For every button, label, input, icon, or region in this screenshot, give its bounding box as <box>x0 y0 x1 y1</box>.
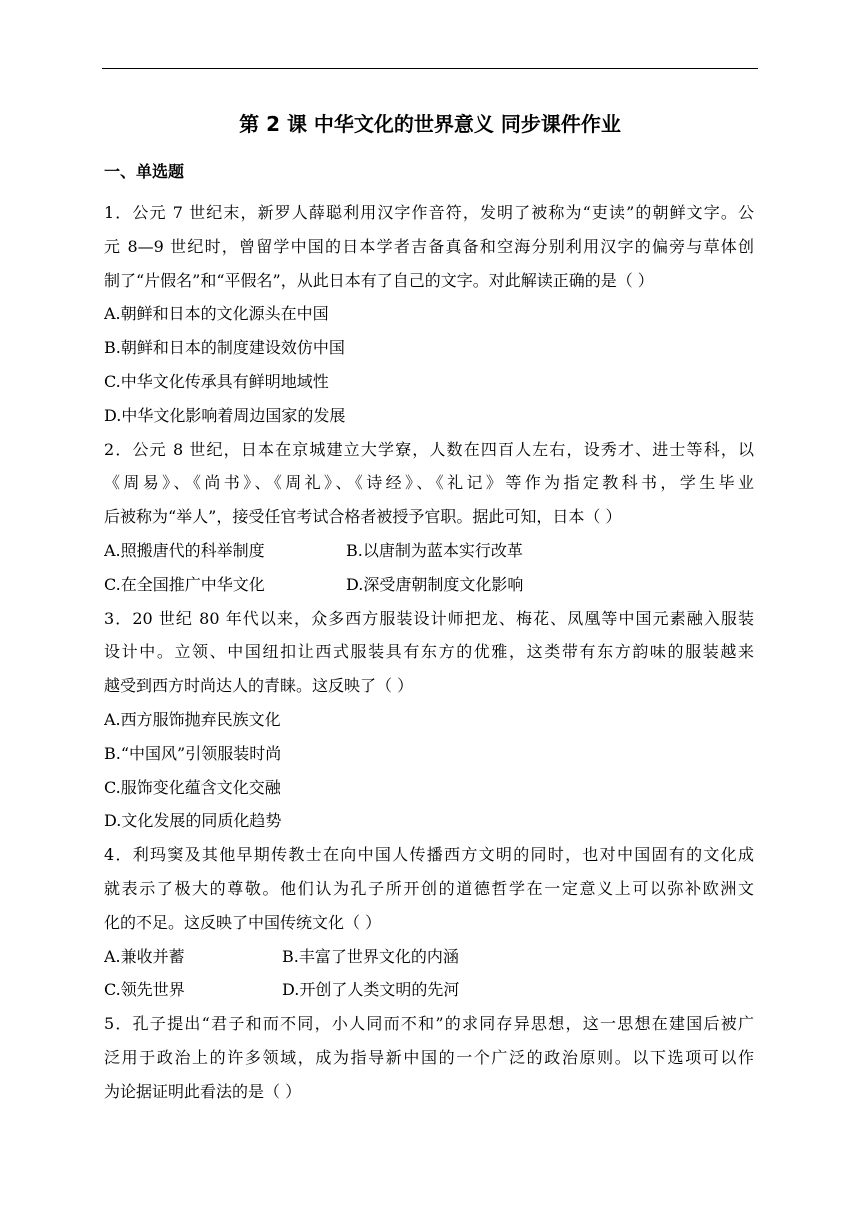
question-stem-line: 制了“片假名”和“平假名”，从此日本有了自己的文字。对此解读正确的是（ ） <box>104 270 654 290</box>
question-stem-line: 4．利玛窦及其他早期传教士在向中国人传播西方文明的同时，也对中国固有的文化成 <box>104 845 754 865</box>
question-4 <box>104 838 754 1007</box>
answer-option-c[interactable]: C.在全国推广中华文化 <box>104 574 265 594</box>
section-heading: 一、单选题 <box>104 162 185 181</box>
answer-option-d[interactable]: D.中华文化影响着周边国家的发展 <box>104 405 346 425</box>
answer-option-a[interactable]: A.照搬唐代的科举制度 <box>104 540 265 560</box>
answer-option-b[interactable]: B.“中国风”引领服装时尚 <box>104 743 282 763</box>
question-list <box>104 196 754 1109</box>
option-row <box>104 973 754 1007</box>
answer-option-c[interactable]: C.中华文化传承具有鲜明地域性 <box>104 371 329 391</box>
question-stem-line: 越受到西方时尚达人的青睐。这反映了（ ） <box>104 676 414 696</box>
answer-option-c[interactable]: C.服饰变化蕴含文化交融 <box>104 777 281 797</box>
answer-option-a[interactable]: A.兼收并蓄 <box>104 946 185 966</box>
question-stem-line: 1．公元 7 世纪末，新罗人薛聪利用汉字作音符，发明了被称为“吏读”的朝鲜文字。公 <box>104 203 754 222</box>
header-rule <box>102 68 758 69</box>
question-stem-line: 为论据证明此看法的是（ ） <box>104 1081 302 1101</box>
answer-option-b[interactable]: B.丰富了世界文化的内涵 <box>282 946 459 966</box>
question-stem-line: 泛用于政治上的许多领域，成为指导新中国的一个广泛的政治原则。以下选项可以作 <box>104 1047 754 1067</box>
question-stem-line: 设计中。立领、中国纽扣让西式服装具有东方的优雅，这类带有东方韵味的服装越来 <box>104 642 754 662</box>
answer-option-d[interactable]: D.文化发展的同质化趋势 <box>104 811 282 831</box>
question-stem-line: 2．公元 8 世纪，日本在京城建立大学寮，人数在四百人左右，设秀才、进士等科，以 <box>104 439 754 459</box>
question-stem-line: 就表示了极大的尊敬。他们认为孔子所开创的道德哲学在一定意义上可以弥补欧洲文 <box>104 878 754 898</box>
question-stem-line: 《周易》、《尚书》、《周礼》、《诗经》、《礼记》等作为指定教科书，学生毕业 <box>104 473 754 493</box>
option-row <box>104 534 754 568</box>
answer-option-d[interactable]: D.深受唐朝制度文化影响 <box>346 574 524 594</box>
question-2 <box>104 433 754 602</box>
question-3 <box>104 602 754 839</box>
answer-option-c[interactable]: C.领先世界 <box>104 980 185 1000</box>
question-5 <box>104 1007 754 1108</box>
option-row <box>104 568 754 602</box>
question-stem-line: 3．20 世纪 80 年代以来，众多西方服装设计师把龙、梅花、凤凰等中国元素融入服装 <box>104 608 754 628</box>
question-stem-line: 元 8—9 世纪时，曾留学中国的日本学者吉备真备和空海分别利用汉字的偏旁与草体创 <box>104 236 754 256</box>
question-stem-line: 化的不足。这反映了中国传统文化（ ） <box>104 912 382 932</box>
option-row <box>104 940 754 974</box>
answer-option-b[interactable]: B.以唐制为蓝本实行改革 <box>346 540 523 560</box>
question-1 <box>104 196 754 433</box>
page-title: 第 2 课 中华文化的世界意义 同步课件作业 <box>239 112 621 136</box>
answer-option-a[interactable]: A.西方服饰抛弃民族文化 <box>104 709 281 729</box>
answer-option-a[interactable]: A.朝鲜和日本的文化源头在中国 <box>104 304 329 324</box>
question-stem-line: 5．孔子提出“君子和而不同，小人同而不和”的求同存异思想，这一思想在建国后被广 <box>104 1014 754 1034</box>
answer-option-d[interactable]: D.开创了人类文明的先河 <box>282 980 460 1000</box>
answer-option-b[interactable]: B.朝鲜和日本的制度建设效仿中国 <box>104 338 345 358</box>
question-stem-line: 后被称为“举人”，接受任官考试合格者被授予官职。据此可知，日本（ ） <box>104 507 622 527</box>
